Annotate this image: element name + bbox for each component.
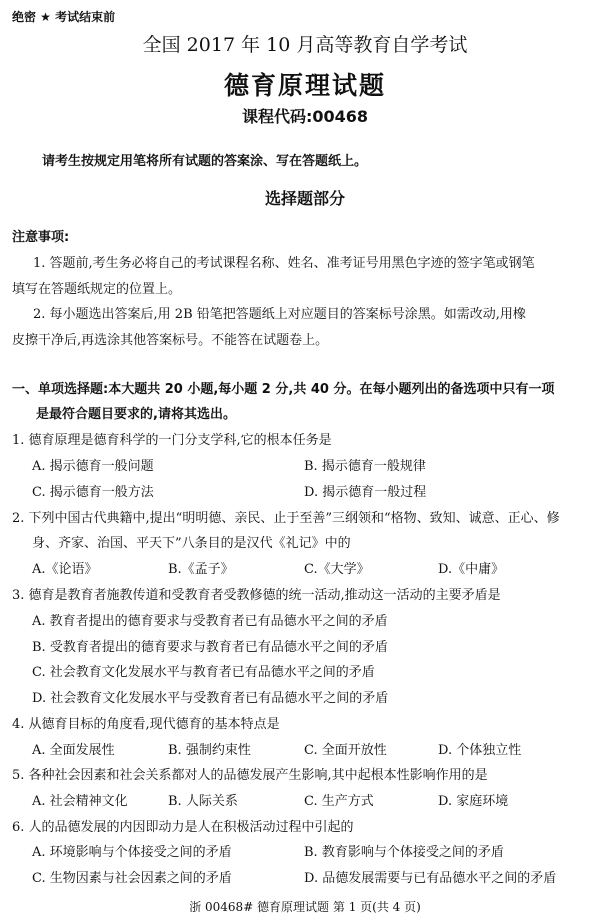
- course-code: 课程代码:00468: [241, 107, 369, 126]
- note-2-line-2: 皮擦干净后,再选涂其他答案标号。不能答在试题卷上。: [12, 333, 329, 348]
- question-6-option-b: B. 教育影响与个体接受之间的矛盾: [304, 845, 504, 860]
- question-5-option-a: A. 社会精神文化: [32, 794, 128, 809]
- question-2-option-b: B.《孟子》: [168, 562, 234, 577]
- question-2-option-d: D.《中庸》: [438, 562, 505, 577]
- question-4-option-d: D. 个体独立性: [438, 743, 522, 758]
- question-4-option-b: B. 强制约束性: [168, 743, 251, 758]
- question-1-option-a: A. 揭示德育一般问题: [32, 459, 154, 474]
- question-1-option-d: D. 揭示德育一般过程: [304, 485, 427, 500]
- question-2-stem-line-2: 身、齐家、治国、平天下”八条目的是汉代《礼记》中的: [32, 536, 351, 551]
- question-3-option-b: B. 受教育者提出的德育要求与教育者已有品德水平之间的矛盾: [32, 640, 388, 655]
- answer-instruction: 请考生按规定用笔将所有试题的答案涂、写在答题纸上。: [42, 154, 368, 169]
- section-title: 选择题部分: [264, 189, 345, 208]
- question-3-stem: 3. 德育是教育者施教传道和受教育者受教修德的统一活动,推动这一活动的主要矛盾是: [12, 588, 501, 603]
- question-4-stem: 4. 从德育目标的角度看,现代德育的基本特点是: [12, 717, 280, 732]
- question-2-option-a: A.《论语》: [32, 562, 98, 577]
- question-4-option-c: C. 全面开放性: [304, 743, 387, 758]
- question-6-option-d: D. 品德发展需要与已有品德水平之间的矛盾: [304, 871, 557, 886]
- question-1-option-b: B. 揭示德育一般规律: [304, 459, 426, 474]
- question-1-option-c: C. 揭示德育一般方法: [32, 485, 154, 500]
- question-3-option-d: D. 社会教育文化发展水平与受教育者已有品德水平之间的矛盾: [32, 691, 389, 706]
- confidential-label: 绝密 ★ 考试结束前: [12, 10, 116, 24]
- question-5-stem: 5. 各种社会因素和社会关系都对人的品德发展产生影响,其中起根本性影响作用的是: [12, 768, 488, 783]
- question-2-option-c: C.《大学》: [304, 562, 370, 577]
- note-2-line-1: 2. 每小题选出答案后,用 2B 铅笔把答题纸上对应题目的答案标号涂黑。如需改动,用橡: [33, 307, 526, 322]
- note-1-line-1: 1. 答题前,考生务必将自己的考试课程名称、姓名、准考证号用黑色字迹的签字笔或钢笔: [33, 256, 535, 271]
- part1-heading-line-1: 一、单项选择题:本大题共 20 小题,每小题 2 分,共 40 分。在每小题列出的备选项中只有一项: [12, 382, 555, 397]
- question-1-stem: 1. 德育原理是德育科学的一门分支学科,它的根本任务是: [12, 433, 332, 448]
- notes-heading: 注意事项:: [12, 230, 70, 245]
- subject-title: 德育原理试题: [223, 71, 386, 100]
- question-6-option-a: A. 环境影响与个体接受之间的矛盾: [32, 845, 232, 860]
- question-5-option-b: B. 人际关系: [168, 794, 238, 809]
- exam-title: 全国 2017 年 10 月高等教育自学考试: [142, 34, 468, 56]
- part1-heading-line-2: 是最符合题目要求的,请将其选出。: [36, 407, 236, 422]
- question-3-option-c: C. 社会教育文化发展水平与教育者已有品德水平之间的矛盾: [32, 665, 375, 680]
- question-6-stem: 6. 人的品德发展的内因即动力是人在积极活动过程中引起的: [12, 820, 354, 835]
- question-2-stem: 2. 下列中国古代典籍中,提出“明明德、亲民、止于至善”三纲领和“格物、致知、诚意、正心、修: [12, 511, 560, 526]
- question-5-option-c: C. 生产方式: [304, 794, 374, 809]
- question-4-option-a: A. 全面发展性: [32, 743, 115, 758]
- question-3-option-a: A. 教育者提出的德育要求与受教育者已有品德水平之间的矛盾: [32, 614, 388, 629]
- question-5-option-d: D. 家庭环境: [438, 794, 509, 809]
- note-1-line-2: 填写在答题纸规定的位置上。: [12, 282, 182, 297]
- question-6-option-c: C. 生物因素与社会因素之间的矛盾: [32, 871, 232, 886]
- page-footer: 浙 00468# 德育原理试题 第 1 页(共 4 页): [189, 900, 421, 914]
